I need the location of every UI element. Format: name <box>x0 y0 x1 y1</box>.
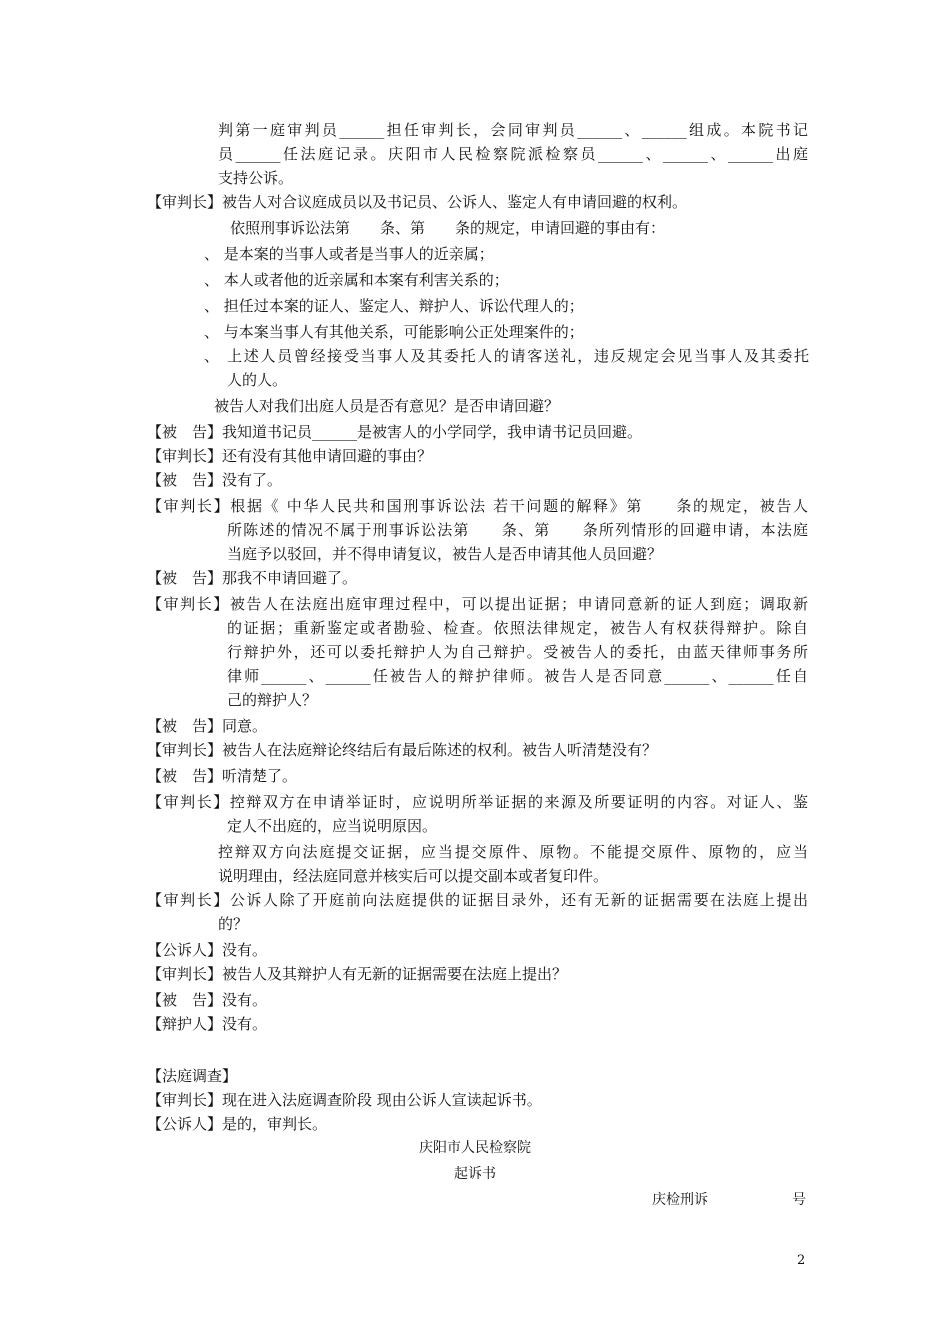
text-line: 【被 告】同意。 <box>147 717 268 735</box>
text-line: 、 本人或者他的近亲属和本案有利害关系的； <box>204 271 509 289</box>
text-line: 员______任法庭记录。庆阳市人民检察院派检察员______、______、______出庭 <box>218 145 808 163</box>
text-line: 所陈述的情况不属于刑事诉讼法第 条、第 条所列情形的回避申请，本法庭 <box>227 521 808 539</box>
text-line: 【审判长】被告人在法庭辩论终结后有最后陈述的权利。被告人听清楚没有？ <box>147 741 658 759</box>
text-line: 支持公诉。 <box>218 169 294 187</box>
text-line: 【被 告】那我不申请回避了。 <box>147 569 358 587</box>
text-line: 、 与本案当事人有其他关系，可能影响公正处理案件的； <box>204 323 584 341</box>
indictment-title: 起诉书 <box>454 1166 496 1182</box>
text-line: 【审判长】公诉人除了开庭前向法庭提供的证据目录外，还有无新的证据需要在法庭上提出 <box>147 891 808 909</box>
text-line: 【审判长】被告人在法庭出庭审理过程中，可以提出证据；申请同意新的证人到庭；调取新 <box>147 595 808 613</box>
text-line: 【被 告】我知道书记员______是被害人的小学同学，我申请书记员回避。 <box>147 423 643 441</box>
text-line: 、 上述人员曾经接受当事人及其委托人的请客送礼，违反规定会见当事人及其委托 <box>204 347 809 365</box>
text-line: 己的辩护人？ <box>227 691 318 709</box>
text-line: 当庭予以驳回，并不得申请复议，被告人是否申请其他人员回避？ <box>227 545 663 563</box>
text-line: 依照刑事诉讼法第 条、第 条的规定，申请回避的事由有： <box>230 219 666 237</box>
text-line: 的？ <box>218 915 249 933</box>
page-number: 2 <box>797 1253 806 1268</box>
text-line: 、 是本案的当事人或者是当事人的近亲属； <box>204 245 494 263</box>
text-line: 【被 告】没有。 <box>147 991 268 1009</box>
text-line: 说明理由，经法庭同意并核实后可以提交副本或者复印件。 <box>218 867 609 885</box>
text-line: 定人不出庭的，应当说明原因。 <box>227 817 438 835</box>
text-line: 【被 告】没有了。 <box>147 471 283 489</box>
text-line: 【审判长】还有没有其他申请回避的事由？ <box>147 447 433 465</box>
text-line: 判第一庭审判员______担任审判长，会同审判员______、______组成。本院书记 <box>218 121 808 139</box>
text-line: 的证据；重新鉴定或者勘验、检查。依照法律规定，被告人有权获得辩护。除自 <box>227 619 808 637</box>
text-line: 【审判长】被告人及其辩护人有无新的证据需要在法庭上提出？ <box>147 965 568 983</box>
text-line: 控辩双方向法庭提交证据，应当提交原件、原物。不能提交原件、原物的，应当 <box>218 843 808 861</box>
text-line: 、 担任过本案的证人、鉴定人、辩护人、诉讼代理人的； <box>204 297 584 315</box>
text-line: 【被 告】听清楚了。 <box>147 767 298 785</box>
text-line: 律师______、______任被告人的辩护律师。被告人是否同意______、______任自 <box>227 667 808 685</box>
indictment-org: 庆阳市人民检察院 <box>419 1140 531 1156</box>
indictment-ref-prefix: 庆检刑诉 <box>652 1192 708 1208</box>
text-line: 【法庭调查】 <box>147 1067 238 1085</box>
text-line: 【审判长】现在进入法庭调查阶段 现由公诉人宣读起诉书。 <box>147 1091 542 1109</box>
text-line: 【公诉人】没有。 <box>147 941 268 959</box>
text-line: 【审判长】控辩双方在申请举证时，应说明所举证据的来源及所要证明的内容。对证人、鉴 <box>147 793 808 811</box>
text-line: 【公诉人】是的，审判长。 <box>147 1115 328 1133</box>
text-line: 【审判长】根据《 中华人民共和国刑事诉讼法 若干问题的解释》第 条的规定，被告人 <box>147 497 808 515</box>
text-line: 行辩护外，还可以委托辩护人为自己辩护。受被告人的委托，由蓝天律师事务所 <box>227 643 808 661</box>
text-line: 【辩护人】没有。 <box>147 1015 268 1033</box>
indictment-ref-suffix: 号 <box>792 1192 806 1208</box>
text-line: 被告人对我们出庭人员是否有意见？是否申请回避？ <box>214 397 560 415</box>
text-line: 人的人。 <box>227 371 288 389</box>
text-line: 【审判长】被告人对合议庭成员以及书记员、公诉人、鉴定人有申请回避的权利。 <box>147 193 688 211</box>
